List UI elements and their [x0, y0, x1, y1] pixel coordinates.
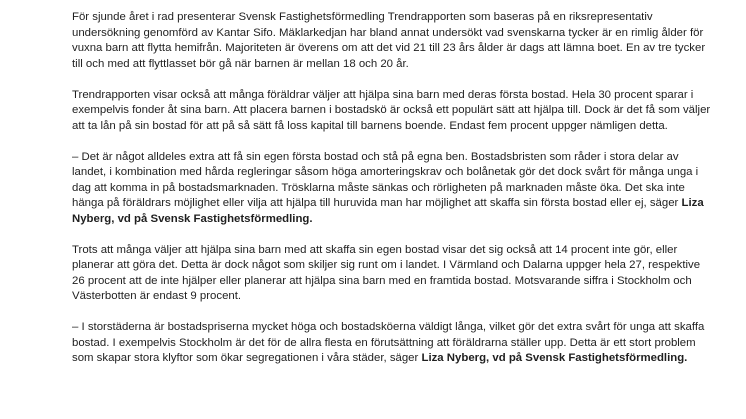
article-body [72, 10, 712, 382]
paragraph-first-home-help [72, 88, 712, 135]
paragraph-quote-2 [72, 320, 712, 367]
paragraph-quote-1 [72, 150, 712, 228]
quote-attribution: Liza Nyberg, vd på Svensk Fastighetsförmedling. [72, 197, 704, 225]
paragraph-text: För sjunde året i rad presenterar Svensk Fastighetsförmedling Trendrapporten som baseras på en riksrepresentativ undersökning genomförd av Kantar Sifo. Mäklarkedjan har bland annat undersökt vad svenskarna tycker är en rimlig ålder för vuxna barn att flytta hemifrån. Majoriteten är överens om att det vid 21 till 23 års ålder är dags att lämna boet. En av tre tycker till och med att flyttlasset bör gå när barnen är mellan 18 och 20 år. [72, 11, 706, 70]
paragraph-text: Trots att många väljer att hjälpa sina barn med att skaffa sin egen bostad visar det sig också att 14 procent inte gör, eller planerar att göra det. Detta är dock något som skiljer sig runt om i landet. I Värmland och Dalarna uppger hela 27, respektive 26 procent att de inte hjälper eller planerar att hjälpa sina barn med en framtida bostad. Motsvarande siffra i Stockholm och Västerbotten är endast 9 procent. [72, 243, 701, 302]
paragraph-text: – Det är något alldeles extra att få sin egen första bostad och stå på egna ben. Bostadsbristen som råder i stora delar av landet, i kombination med hårda regleringar såsom höga amorteringskrav och bolånetak gör det dock svårt för många unga i dag att komma in på bostadsmarknaden. Trösklarna måste sänkas och rörligheten på marknaden måste öka. Det ska inte hänga på föräldrars möjlighet eller vilja att hjälpa till huruvida man har möjlighet att skaffa sin första bostad eller ej, säger [72, 150, 699, 209]
paragraph-text: – I storstäderna är bostadspriserna mycket höga och bostadsköerna väldigt långa, vilket gör det extra svårt för unga att skaffa bostad. I exempelvis Stockholm är det för de allra flesta en förutsättning att föräldrarna ställer upp. Detta är ett stort problem som skapar stora klyftor som ökar segregationen i våra städer, säger [72, 321, 705, 364]
paragraph-intro [72, 10, 712, 72]
paragraph-regional-differences [72, 243, 712, 305]
paragraph-text: Trendrapporten visar också att många föräldrar väljer att hjälpa sina barn med deras första bostad. Hela 30 procent sparar i exempelvis fonder åt sina barn. Att placera barnen i bostadskö är också ett populärt sätt att hjälpa till. Dock är det få som väljer att ta lån på sin bostad för att på så sätt få loss kapital till barnens boende. Endast fem procent uppger nämligen detta. [72, 88, 711, 132]
quote-attribution: Liza Nyberg, vd på Svensk Fastighetsförmedling. [421, 352, 688, 364]
